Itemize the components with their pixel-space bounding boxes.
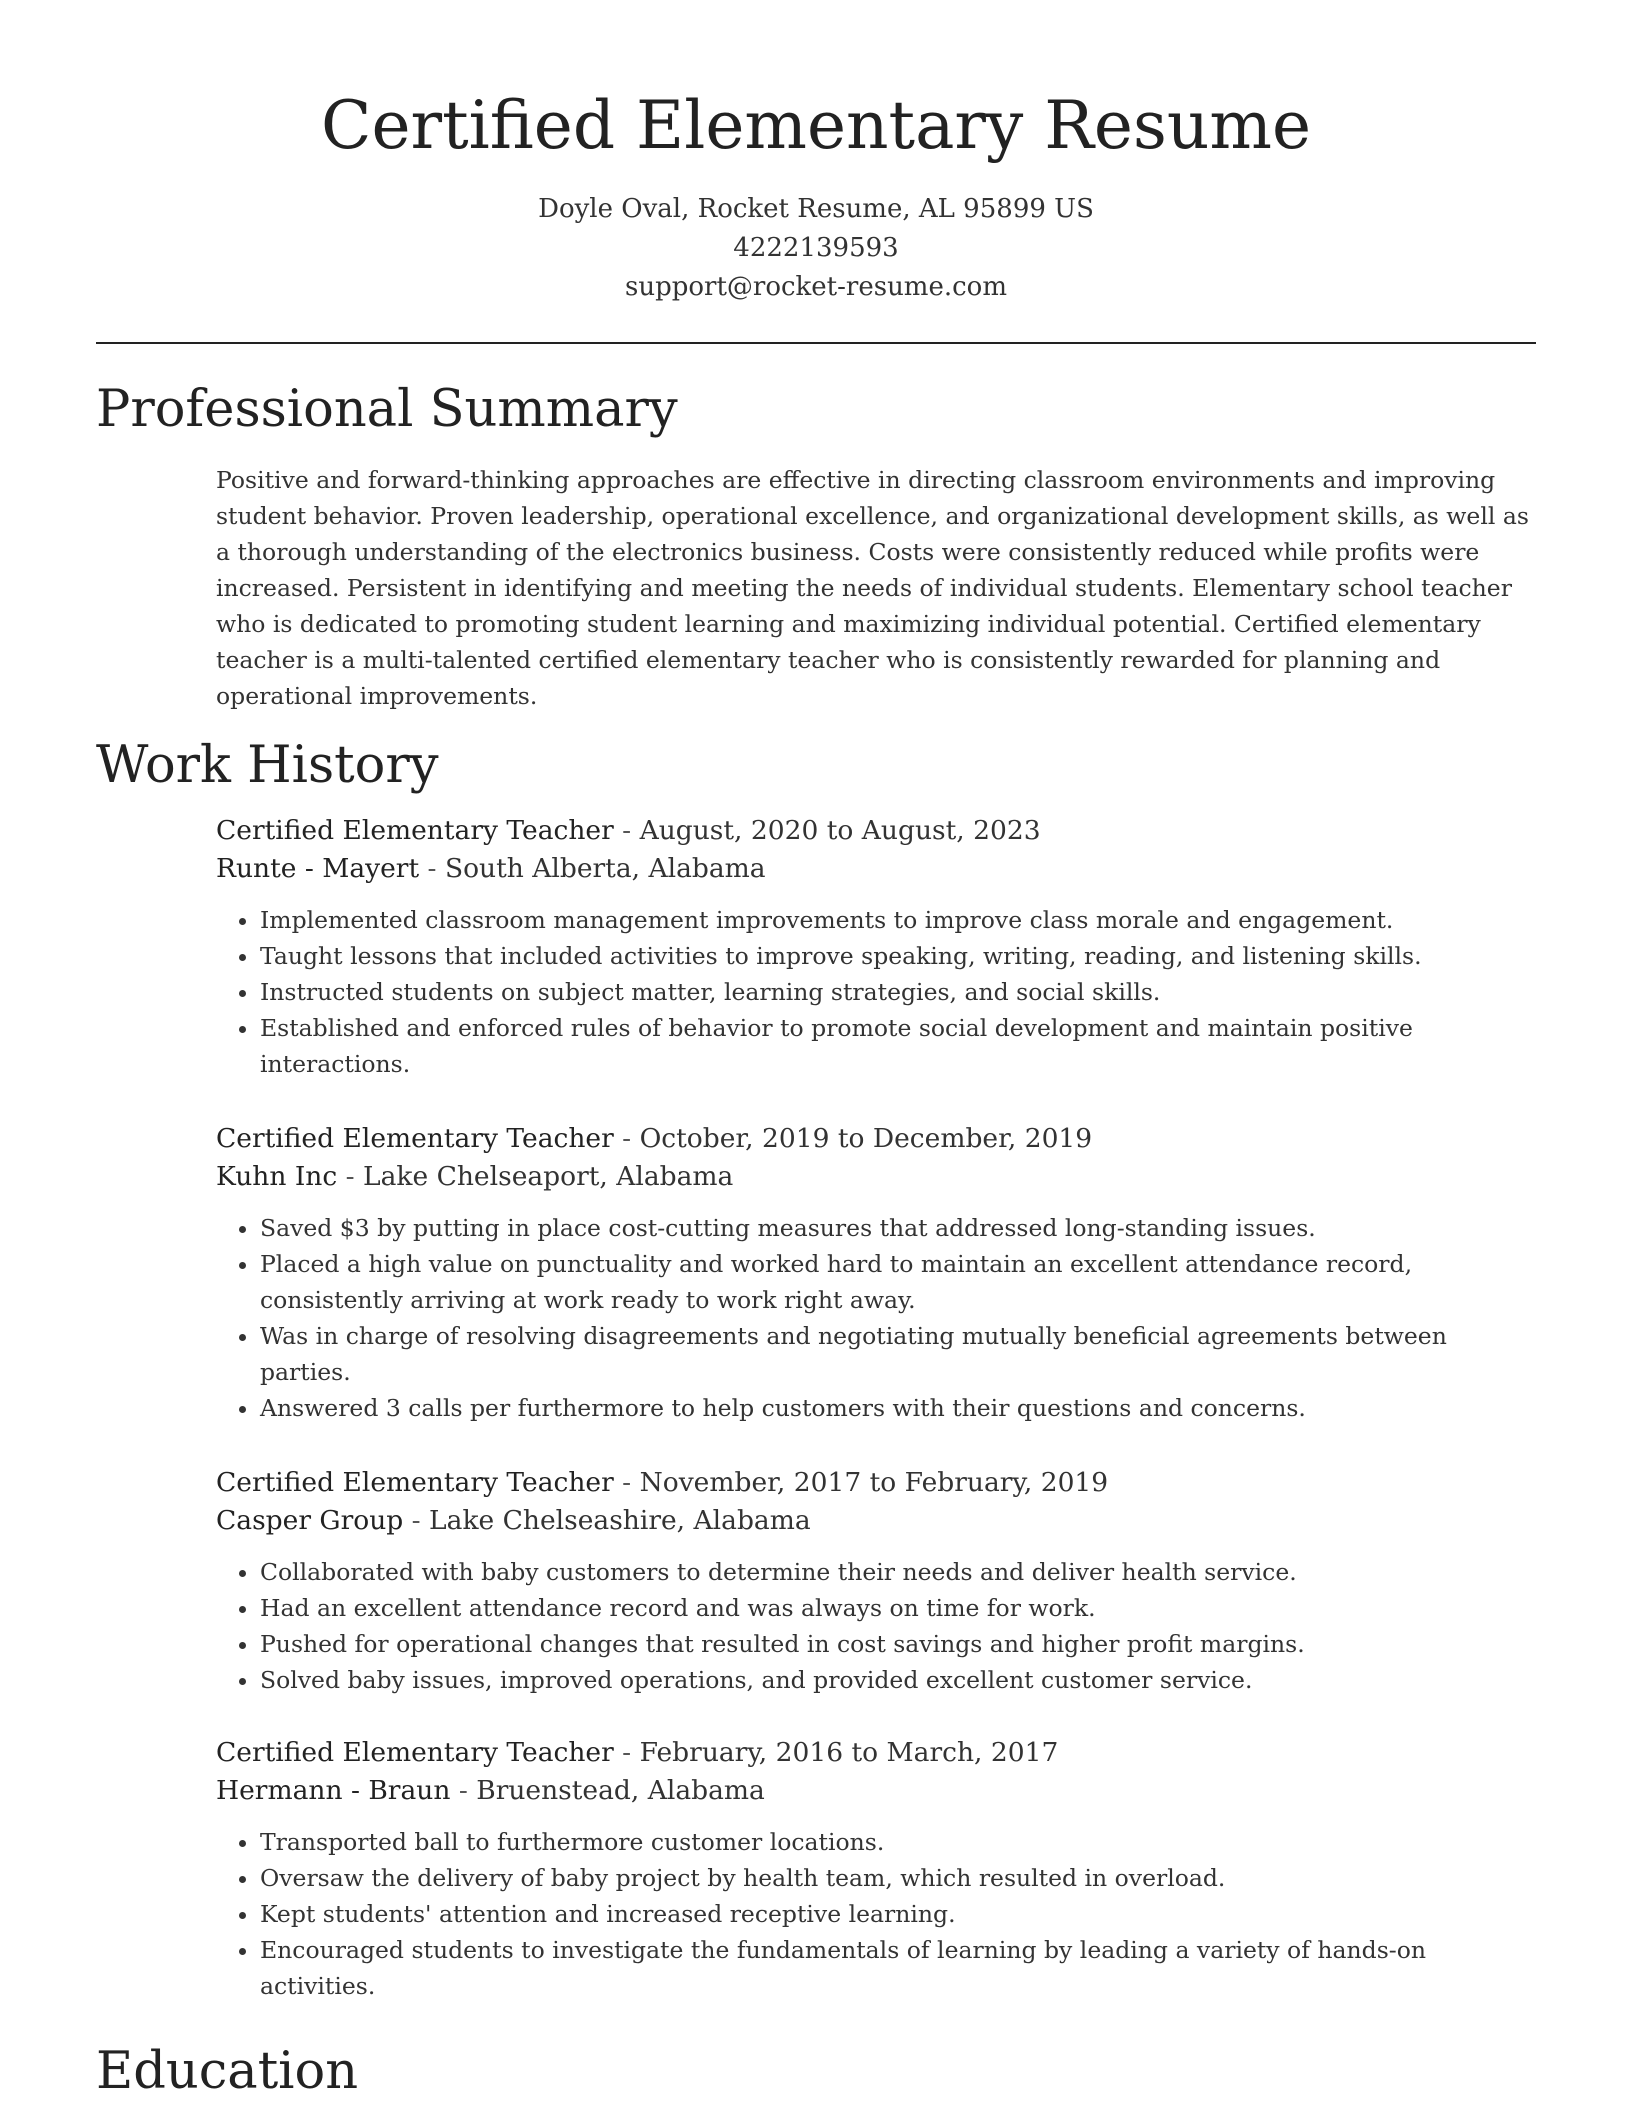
job-separator: - [613, 815, 640, 846]
job-title: Certified Elementary Teacher [216, 1123, 614, 1154]
job-employer [216, 1772, 1536, 1810]
bullet-item: • Instructed students on subject matter, learning strategies, and social skills. [260, 974, 1536, 1010]
job-separator: - [613, 1737, 640, 1768]
job-separator: - [419, 853, 445, 884]
job-entry [216, 812, 1536, 1082]
resume-title: Certified Elementary Resume [321, 87, 1311, 164]
bullet-item: • Saved $3 by putting in place cost-cutting measures that addressed long-standing issues. [260, 1210, 1536, 1246]
contact-address: Doyle Oval, Rocket Resume, AL 95899 US [538, 194, 1094, 224]
job-employer [216, 850, 1536, 888]
job-header [216, 1464, 1536, 1502]
job-location: Bruenstead, Alabama [476, 1775, 765, 1806]
bullet-item: • Taught lessons that included activities to improve speaking, writing, reading, and listening skills. [260, 938, 1536, 974]
bullet-item: • Was in charge of resolving disagreements and negotiating mutually beneficial agreements between parties. [260, 1318, 1536, 1390]
bullet-item: • Answered 3 calls per furthermore to help customers with their questions and concerns. [260, 1390, 1536, 1426]
work-history-heading: Work History [96, 736, 439, 795]
bullet-item: • Pushed for operational changes that resulted in cost savings and higher profit margins. [260, 1626, 1536, 1662]
job-entry [216, 1734, 1536, 2004]
job-company: Runte - Mayert [216, 853, 420, 884]
bullet-item: • Oversaw the delivery of baby project by health team, which resulted in overload. [260, 1860, 1536, 1896]
job-dates: August, 2020 to August, 2023 [639, 815, 1041, 846]
job-company: Kuhn Inc [216, 1161, 338, 1192]
job-company: Hermann - Braun [216, 1775, 451, 1806]
contact-block [0, 190, 1632, 307]
summary-heading: Professional Summary [96, 380, 678, 439]
header-divider [96, 342, 1536, 344]
job-bullets [216, 902, 1536, 1082]
job-separator: - [337, 1161, 364, 1192]
job-separator: - [450, 1775, 477, 1806]
job-header [216, 1734, 1536, 1772]
job-employer [216, 1502, 1536, 1540]
education-heading: Education [96, 2042, 359, 2101]
job-title: Certified Elementary Teacher [216, 815, 614, 846]
job-header [216, 1120, 1536, 1158]
job-header [216, 812, 1536, 850]
job-bullets [216, 1210, 1536, 1426]
bullet-item: • Kept students' attention and increased receptive learning. [260, 1896, 1536, 1932]
job-bullets [216, 1824, 1536, 2004]
job-title: Certified Elementary Teacher [216, 1467, 614, 1498]
summary-text: Positive and forward-thinking approaches are effective in directing classroom environments and improving student behavior. Proven leadership, operational excellence, and organizational development skills, as well as a thorough understanding of the electronics business. Costs were consistently reduced while profits were increased. Persistent in identifying and meeting the needs of individual students. Elementary school teacher who is dedicated to promoting student learning and maximizing individual potential. Certified elementary teacher is a multi-talented certified elementary teacher who is consistently rewarded for planning and operational improvements. [216, 466, 1529, 710]
bullet-item: • Had an excellent attendance record and was always on time for work. [260, 1590, 1536, 1626]
job-title: Certified Elementary Teacher [216, 1737, 614, 1768]
job-separator: - [613, 1467, 640, 1498]
job-entry [216, 1464, 1536, 1698]
job-location: South Alberta, Alabama [444, 853, 766, 884]
bullet-item: • Established and enforced rules of behavior to promote social development and maintain positive interactions. [260, 1010, 1536, 1082]
bullet-item: • Encouraged students to investigate the fundamentals of learning by leading a variety of hands-on activities. [260, 1932, 1536, 2004]
job-employer [216, 1158, 1536, 1196]
job-dates: February, 2016 to March, 2017 [639, 1737, 1059, 1768]
contact-email: support@rocket-resume.com [624, 272, 1007, 302]
bullet-item: • Collaborated with baby customers to determine their needs and deliver health service. [260, 1554, 1536, 1590]
job-company: Casper Group [216, 1505, 404, 1536]
job-bullets [216, 1554, 1536, 1698]
job-dates: October, 2019 to December, 2019 [639, 1123, 1093, 1154]
job-location: Lake Chelseashire, Alabama [429, 1505, 811, 1536]
contact-phone: 4222139593 [733, 233, 899, 263]
bullet-item: • Solved baby issues, improved operations, and provided excellent customer service. [260, 1662, 1536, 1698]
bullet-item: • Placed a high value on punctuality and worked hard to maintain an excellent attendance record, consistently arriving at work ready to work right away. [260, 1246, 1536, 1318]
job-separator: - [403, 1505, 430, 1536]
job-entry [216, 1120, 1536, 1426]
job-dates: November, 2017 to February, 2019 [639, 1467, 1109, 1498]
bullet-item: • Implemented classroom management improvements to improve class morale and engagement. [260, 902, 1536, 938]
job-location: Lake Chelseaport, Alabama [363, 1161, 734, 1192]
job-separator: - [613, 1123, 640, 1154]
bullet-item: • Transported ball to furthermore customer locations. [260, 1824, 1536, 1860]
